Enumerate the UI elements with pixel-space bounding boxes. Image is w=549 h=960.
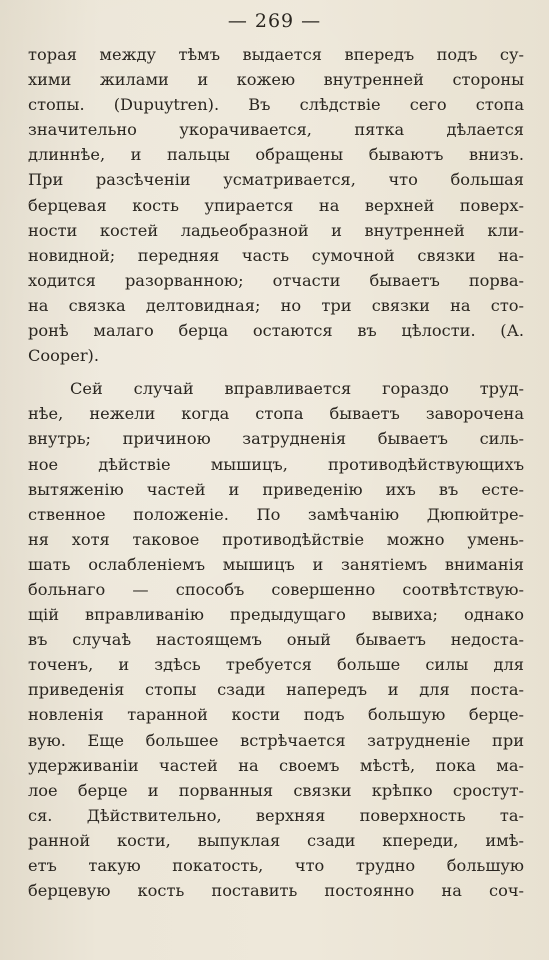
text-line: торая между тѣмъ выдается впередъ подъ су- — [28, 45, 524, 64]
paragraph-1 — [28, 42, 524, 368]
text-line: ности костей ладьеобразной и внутренней кли- — [28, 220, 524, 240]
text-line: ронѣ малаго берца остаются въ цѣлости. (А. — [28, 321, 524, 341]
text-line: длиннѣе, и пальцы обращены бываютъ внизъ. — [28, 145, 524, 165]
text-line: новидной; передняя часть сумочной связки на- — [28, 245, 524, 265]
text-line: ся. Дѣйствительно, верхняя поверхность та- — [28, 805, 524, 825]
text-line: новленія таранной кости подъ большую берце- — [28, 705, 524, 725]
body-text — [28, 42, 524, 903]
text-line: ственное положеніе. По замѣчанію Дюпюйтре- — [28, 504, 524, 524]
text-line: лое берце и порванныя связки крѣпко сростут- — [28, 780, 524, 800]
text-line: точенъ, и здѣсь требуется больше силы для — [28, 655, 524, 675]
text-line: больнаго — способъ совершенно соотвѣтствую- — [28, 579, 524, 599]
text-line: етъ такую покатость, что трудно большую — [28, 856, 524, 875]
text-line: шать ослабленіемъ мышицъ и занятіемъ вниманія — [28, 554, 524, 574]
text-line: вую. Еще большее встрѣчается затрудненіе при — [28, 730, 524, 750]
text-line: внутрь; причиною затрудненія бываетъ силь- — [28, 429, 524, 449]
text-line: нѣе, нежели когда стопа бываетъ заворочена — [28, 404, 524, 424]
text-line: ранной кости, выпуклая сзади кпереди, имѣ- — [28, 830, 524, 850]
text-line: берцевая кость упирается на верхней поверх- — [28, 195, 524, 215]
text-line: ходится разорванною; отчасти бываетъ порва- — [28, 270, 524, 290]
text-line: щій вправливанію предыдущаго вывиха; однако — [28, 605, 524, 625]
text-line: ное дѣйствіе мышицъ, противодѣйствующихъ — [28, 454, 524, 474]
text-line: приведенія стопы сзади напередъ и для поста- — [28, 680, 524, 700]
text-line: значительно укорачивается, пятка дѣлается — [28, 120, 524, 140]
text-line: на связка делтовидная; но три связки на сто- — [28, 295, 524, 315]
text-line: берцевую кость поставить постоянно на соч- — [28, 881, 524, 901]
text-line: въ случаѣ настоящемъ оный бываетъ недоста- — [28, 630, 524, 650]
text-line: ня хотя таковое противодѣйствіе можно умень- — [28, 529, 524, 549]
paragraph-2 — [28, 376, 524, 903]
text-line: вытяженію частей и приведенію ихъ въ есте- — [28, 479, 524, 499]
paragraph-spacer — [28, 368, 524, 376]
text-line: Cooper). — [28, 346, 100, 366]
text-line: Сей случай вправливается гораздо труд- — [70, 379, 524, 399]
text-line: хими жилами и кожею внутренней стороны — [28, 70, 524, 90]
page-number: — 269 — — [227, 10, 322, 32]
text-line: удерживаніи частей на своемъ мѣстѣ, пока ма- — [28, 755, 524, 775]
text-line: стопы. (Dupuytren). Въ слѣдствіе сего стопа — [28, 95, 524, 115]
text-line: При разсѣченіи усматривается, что большая — [28, 170, 524, 190]
